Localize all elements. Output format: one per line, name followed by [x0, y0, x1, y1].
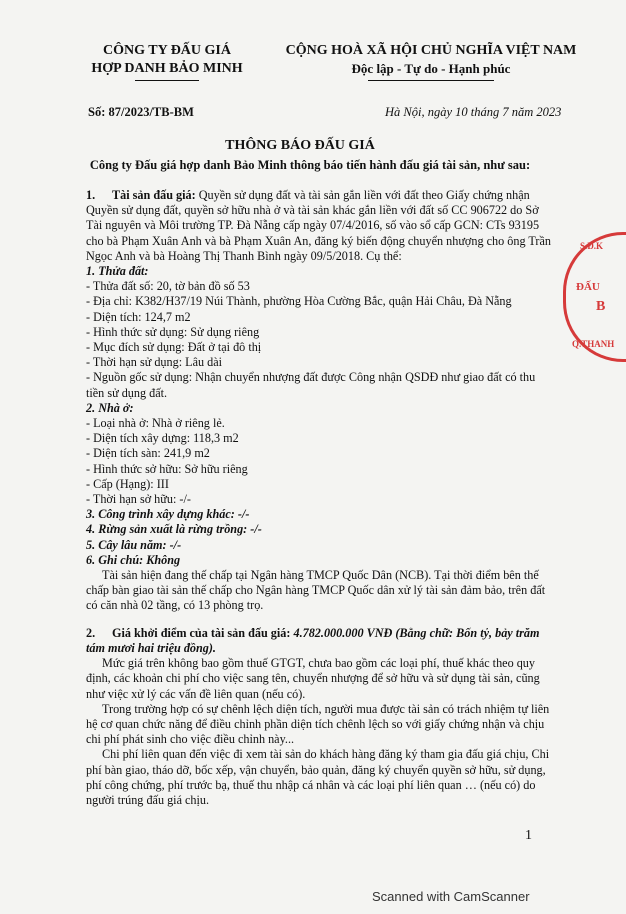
starting-price: 4.782.000.000 VNĐ (Bằng chữ: Bốn tỷ, bảy trăm tám mươi hai triệu đồng). [86, 625, 540, 655]
house-detail-item: - Hình thức sở hữu: Sở hữu riêng [86, 461, 248, 476]
section-1-intro: 1. Tài sản đấu giá: Quyền sử dụng đất và tài sản gắn liền với đất theo Giấy chứng nhận Quyền sử dụng đất, quyền sở hữu nhà ở và tài sản khác gắn liền với đất số CC 906722 do Sở Tài nguyên và Môi trường TP. Đà Nẵng cấp ngày 07/4/2016, số vào sổ cấp GCN: CTs 93195 cho bà Phạm Xuân Anh và bà Phạm Xuân An, đăng ký biến động chuyển nhượng cho ông Trần Ngọc Anh và bà Hoàng Thị Thanh Bình ngày 09/5/2018. Cụ thể: [86, 188, 551, 263]
house-detail-item: - Loại nhà ở: Nhà ở riêng lẻ. [86, 416, 225, 431]
reference-number: Số: 87/2023/TB-BM [88, 105, 194, 119]
section-2-paragraph: Mức giá trên không bao gồm thuế GTGT, chưa bao gồm các loại phí, thuế khác theo quy định, các khoản chi phí cho việc sang tên, chuyển nhượng để sở hữu và sử dụng tài sản, cũng như việc xử lý các vấn đề liên quan (nếu có). [86, 656, 540, 701]
house-detail-item: - Diện tích xây dựng: 118,3 m2 [86, 431, 239, 446]
scanner-watermark: Scanned with CamScanner [372, 889, 530, 904]
document-title: THÔNG BÁO ĐẤU GIÁ [225, 138, 375, 153]
land-detail-item: - Thời hạn sử dụng: Lâu dài [86, 355, 223, 370]
national-header [276, 42, 586, 78]
house-detail-item: - Thời hạn sở hữu: -/- [86, 492, 191, 507]
land-detail-item: - Mục đích sử dụng: Đất ở tại đô thị [86, 340, 262, 355]
house-heading: 2. Nhà ở: [86, 400, 134, 415]
document-subtitle: Công ty Đấu giá hợp danh Bảo Minh thông báo tiến hành đấu giá tài sản, như sau: [89, 158, 531, 172]
land-detail-item: - Hình thức sử dụng: Sử dụng riêng [86, 324, 260, 339]
land-heading: 1. Thửa đất: [86, 264, 149, 279]
land-detail-item: - Địa chỉ: K382/H37/19 Núi Thành, phường Hòa Cường Bắc, quận Hải Châu, Đà Nẵng [86, 294, 512, 309]
section-2-paragraph: Chi phí liên quan đến việc đi xem tài sản do khách hàng đăng ký tham gia đấu giá chịu, Chi phí bàn giao, tháo dỡ, bốc xếp, vận chuyển, bảo quản, đăng ký chuyển quyền sở hữu, sử dụng, phí công chứng, phí trước bạ, thuế thu nhập cá nhân và các loại phí liên quan … (nếu có) do người trúng đấu giá chịu. [86, 747, 550, 807]
other-asset-item: 6. Ghi chú: Không [86, 552, 181, 567]
house-detail-item: - Diện tích sàn: 241,9 m2 [86, 446, 210, 461]
land-detail-item: - Thửa đất số: 20, tờ bản đồ số 53 [86, 279, 250, 294]
company-line-2: HỢP DANH BẢO MINH [91, 61, 243, 76]
nation-title: CỘNG HOÀ XÃ HỘI CHỦ NGHĨA VIỆT NAM [285, 43, 577, 58]
land-detail-item: - Diện tích: 124,7 m2 [86, 309, 191, 324]
place-date: Hà Nội, ngày 10 tháng 7 năm 2023 [385, 105, 562, 119]
house-detail-item: - Cấp (Hạng): III [86, 476, 169, 491]
other-asset-item: 5. Cây lâu năm: -/- [86, 537, 182, 552]
land-detail-item: - Nguồn gốc sử dụng: Nhận chuyển nhượng đất được Công nhận QSDĐ như giao đất có thu tiền sử dụng đất. [86, 370, 536, 400]
motto: Độc lập - Tự do - Hạnh phúc [351, 61, 511, 76]
section-2-paragraphs [86, 656, 552, 808]
section-1-label: Tài sản đấu giá: [112, 188, 196, 202]
section-2-label: Giá khởi điểm của tài sản đấu giá: [112, 625, 291, 640]
house-details [86, 416, 552, 507]
page-number: 1 [525, 828, 532, 843]
company-underline [135, 80, 199, 81]
red-seal-stamp: S.Đ.K ĐẤU B Q.THANH [563, 232, 626, 362]
section-2-paragraph: Trong trường hợp có sự chênh lệch diện tích, người mua được tài sản có trách nhiệm tự liên hệ cơ quan chức năng để điều chỉnh phần diện tích chênh lệch so với giấy chứng nhận và chịu chi phí phát sinh cho việc điều chỉnh này... [86, 701, 550, 747]
mortgage-note: Tài sản hiện đang thế chấp tại Ngân hàng TMCP Quốc Dân (NCB). Tại thời điểm bên thế chấp bàn giao tài sản thế chấp cho Ngân hàng TMCP Quốc dân xử lý tài sản đảm bảo, trên đất có căn nhà 02 tầng, có 13 phòng trọ. [86, 568, 546, 613]
other-assets [86, 507, 552, 568]
other-asset-item: 4. Rừng sản xuất là rừng trồng: -/- [86, 522, 262, 537]
other-asset-item: 3. Công trình xây dựng khác: -/- [86, 507, 250, 522]
land-details [86, 279, 552, 401]
company-name [52, 42, 282, 78]
document-body [86, 188, 552, 808]
section-1-text: Quyền sử dụng đất và tài sản gắn liền với đất theo Giấy chứng nhận Quyền sử dụng đất, quyền sở hữu nhà ở và tài sản khác gắn liền với đất số CC 906722 do Sở Tài nguyên và Môi trường TP. Đà Nẵng cấp ngày 07/4/2016, số vào sổ cấp GCN: CTs 93195 cho bà Phạm Xuân Anh và bà Phạm Xuân An, đăng ký biến động chuyển nhượng cho ông Trần Ngọc Anh và bà Hoàng Thị Thanh Bình ngày 09/5/2018. Cụ thể: [86, 188, 551, 263]
section-2-intro: 2. Giá khởi điểm của tài sản đấu giá: 4.782.000.000 VNĐ (Bằng chữ: Bốn tỷ, bảy trăm tám mươi hai triệu đồng). [86, 625, 540, 655]
motto-underline [368, 80, 494, 81]
company-line-1: CÔNG TY ĐẤU GIÁ [103, 43, 231, 58]
